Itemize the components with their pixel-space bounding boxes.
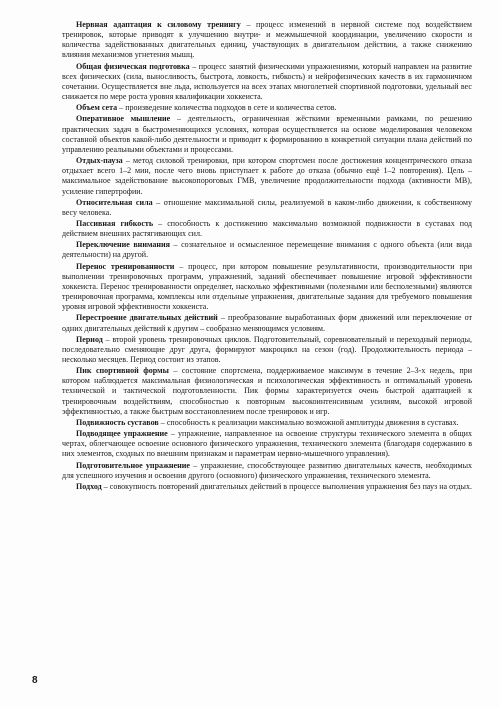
glossary-entry: Пик спортивной формы – состояние спортсмена, поддерживаемое максимум в течение 2–3-х недель, при котором наблюдается максимальная физиологическая и психологическая эффективность и оптимальный уровень технической и тактической подготовленности. Пик формы характеризуется очень быстрой адаптацией к тренировочным воздействиям, способностью к повторным высокоинтенсивным усилиям, высокой игровой эффективностью, а также быстрым восстановлением после тренировок и игр. <box>62 366 473 416</box>
entry-term: Нервная адаптация к силовому тренингу <box>76 20 241 29</box>
entry-term: Пассивная гибкость <box>76 218 154 228</box>
entry-definition: способность к реализации максимально возможной амплитуды движения в суставах. <box>166 417 459 427</box>
glossary-entry: Период – второй уровень тренировочных циклов. Подготовительный, соревновательный и переходный периоды, последовательно сменяющие друг друга, формируют макроцикл на сезон (год). Продолжительность периода – несколько месяцев. Период состоит из этапов. <box>62 334 472 364</box>
glossary-entry: Объем сета – произведение количества подходов в сете и количества сетов. <box>76 103 337 113</box>
entry-term: Пик спортивной формы <box>76 366 169 376</box>
entry-definition: упражнение, направленное на освоение структуры технического элемента в общих чертах, облегчающее освоение основного физического упражнения, технического элемента (благодаря содержанию в них элементов, сходных по внешним признакам и параметрам нервно-мышечного управления). <box>62 429 473 459</box>
glossary-entry: Перестроение двигательных действий – преобразование выработанных форм движений или переключение от одних двигательных действий к другим – сообразно меняющимся условиям. <box>62 313 473 333</box>
entry-term: Подвижность суставов <box>76 417 159 427</box>
entry-definition: упражнение, способствующее развитию двигательных качеств, необходимых для успешного изучения и освоения другого (основного) физического упражнения, технического элемента. <box>62 460 473 480</box>
page-number: 8 <box>32 675 38 686</box>
entry-definition: способность к достижению максимально возможной подвижности в суставах под действием внешних растягивающих сил. <box>62 218 473 239</box>
glossary-entry: Общая физическая подготовка – процесс занятий физическими упражнениями, который направлен на развитие всех физических (сила, выносливость, быстрота, ловкость, гибкость) и нейрофизических качеств в их гармоничном сочетании. Осуществляется вне льда, используется на всех этапах многолетней спортивной подготовки, удельный вес снижается по мере роста уровня квалификации хоккеиста. <box>62 61 472 102</box>
glossary-body <box>62 20 472 493</box>
glossary-entry: Относительная сила – отношение максимальной силы, реализуемой в каком-либо движении, к собственному весу человека. <box>62 197 473 217</box>
entry-definition: состояние спортсмена, поддерживаемое максимум в течение 2–3-х недель, при котором наблюдается максимальная физиологическая и психологическая эффективность и оптимальный уровень технической и тактической подготовленности. Пик формы характеризуется очень быстрой адаптацией к тренировочным воздействиям, способностью к повторным высокоинтенсивным усилиям, высокой игровой эффективностью, а также быстрым восстановлением после тренировок и игр. <box>62 366 473 416</box>
entry-term: Перестроение двигательных действий <box>76 313 218 323</box>
glossary-entry: Переключение внимания – сознательное и осмысленное перемещение внимания с одного объекта (или вида деятельности) на другой. <box>62 240 472 260</box>
glossary-entry: Перенос тренированности – процесс, при котором повышение результативности, производительности при выполнении тренировочных программ, упражнений, заданий обеспечивает повышение игровой эффективности хоккеиста. Перенос тренированности определяет, насколько эффективными (полезными или бесполезными) являются тренировочная программа, комплексы или отдельные упражнения, двигательные задания для требуемого повышения уровня игровой эффективности хоккеиста. <box>62 261 472 312</box>
entry-definition: совокупность повторений двигательных действий в процессе выполнения упражнения без пауз на отдых. <box>109 481 473 491</box>
entry-term: Переключение внимания <box>76 240 171 250</box>
entry-term: Подводящее упражнение <box>76 429 168 439</box>
entry-term: Подход <box>76 481 102 491</box>
glossary-entry: Подготовительное упражнение – упражнение, способствующее развитию двигательных качеств, необходимых для успешного изучения и освоения другого (основного) физического упражнения, технического элемента. <box>62 460 473 480</box>
glossary-entry: Подводящее упражнение – упражнение, направленное на освоение структуры технического элемента в общих чертах, облегчающее освоение основного физического упражнения, технического элемента (благодаря содержанию в них элементов, сходных по внешним признакам и параметрам нервно-мышечного управления). <box>62 429 473 459</box>
entry-definition: произведение количества подходов в сете и количества сетов. <box>125 103 337 113</box>
entry-term: Оперативное мышление <box>76 114 171 124</box>
entry-definition: второй уровень тренировочных циклов. Подготовительный, соревновательный и переходный периоды, последовательно сменяющие друг друга, формируют макроцикл на сезон (год). Продолжительность периода – несколько месяцев. Период состоит из этапов. <box>62 334 472 364</box>
entry-definition: процесс занятий физическими упражнениями, который направлен на развитие всех физических (сила, выносливость, быстрота, ловкость, гибкость) и нейрофизических качеств в их гармоничном сочетании. Осуществляется вне льда, используется на всех этапах многолетней спортивной подготовки, удельный вес снижается по мере роста уровня квалификации хоккеиста. <box>62 61 472 102</box>
entry-term: Подготовительное упражнение <box>76 460 190 470</box>
entry-definition: процесс, при котором повышение результативности, производительности при выполнении тренировочных программ, упражнений, заданий обеспечивает повышение игровой эффективности хоккеиста. Перенос тренированности определяет, насколько эффективными (полезными или бесполезными) являются тренировочная программа, комплексы или отдельные упражнения, двигательные задания для требуемого повышения уровня игровой эффективности хоккеиста. <box>62 261 472 312</box>
entry-term: Общая физическая подготовка <box>76 61 190 71</box>
glossary-entry: Отдых-пауза – метод силовой тренировки, при котором спортсмен после достижения концентрического отказа отдыхает всего 1–2 мин, после чего вновь приступает к работе до отказа (обычно ещё 1–2 повторения). Цель – максимальное задействование высокопороговых ГМВ, увеличение продолжительности подхода (активности МВ), усиление гипертрофии. <box>62 156 472 196</box>
entry-definition: отношение максимальной силы, реализуемой в каком-либо движении, к собственному весу человека. <box>62 197 473 217</box>
entry-definition: преобразование выработанных форм движений или переключение от одних двигательных действий к другим – сообразно меняющимся условиям. <box>62 313 473 333</box>
entry-definition: деятельность, ограниченная жёсткими временными рамками, по решению практических задач в быстроменяющихся условиях, которая осуществляется на основе моделирования человеком составной объектов какой-либо деятельности и приводит к формированию в конкретной ситуации плана действий по управлению реальными объектами и процессами. <box>62 114 472 154</box>
glossary-entry: Подвижность суставов – способность к реализации максимально возможной амплитуды движения в суставах. <box>76 417 459 427</box>
entry-definition: метод силовой тренировки, при котором спортсмен после достижения концентрического отказа отдыхает всего 1–2 мин, после чего вновь приступает к работе до отказа (обычно ещё 1–2 повторения). Цель – максимальное задействование высокопороговых ГМВ, увеличение продолжительности подхода (активности МВ), усиление гипертрофии. <box>62 156 472 196</box>
glossary-entry: Подход – совокупность повторений двигательных действий в процессе выполнения упражнения без пауз на отдых. <box>76 481 473 491</box>
entry-term: Перенос тренированности <box>76 261 175 271</box>
entry-term: Относительная сила <box>76 197 153 207</box>
entry-term: Период <box>76 334 103 344</box>
entry-definition: сознательное и осмысленное перемещение внимания с одного объекта (или вида деятельности) на другой. <box>62 240 472 260</box>
entry-definition: процесс изменений в нервной системе под воздействием тренировок, которые приводят к улучшению внутри- и межмышечной координации, увеличению скорости и количества задействованных двигательных единиц, участвующих в двигательном действии, а также снижению влияния механизмов угнетения мышц. <box>62 20 473 60</box>
glossary-entry: Пассивная гибкость – способность к достижению максимально возможной подвижности в суставах под действием внешних растягивающих сил. <box>62 218 473 239</box>
glossary-entry: Нервная адаптация к силовому тренингу – процесс изменений в нервной системе под воздействием тренировок, которые приводят к улучшению внутри- и межмышечной координации, увеличению скорости и количества задействованных двигательных единиц, участвующих в двигательном действии, а также снижению влияния механизмов угнетения мышц. <box>62 20 473 60</box>
entry-term: Объем сета <box>76 103 118 113</box>
glossary-entry: Оперативное мышление – деятельность, ограниченная жёсткими временными рамками, по решению практических задач в быстроменяющихся условиях, которая осуществляется на основе моделирования человеком составной объектов какой-либо деятельности и приводит к формированию в конкретной ситуации плана действий по управлению реальными объектами и процессами. <box>62 114 472 154</box>
entry-term: Отдых-пауза <box>76 156 123 166</box>
